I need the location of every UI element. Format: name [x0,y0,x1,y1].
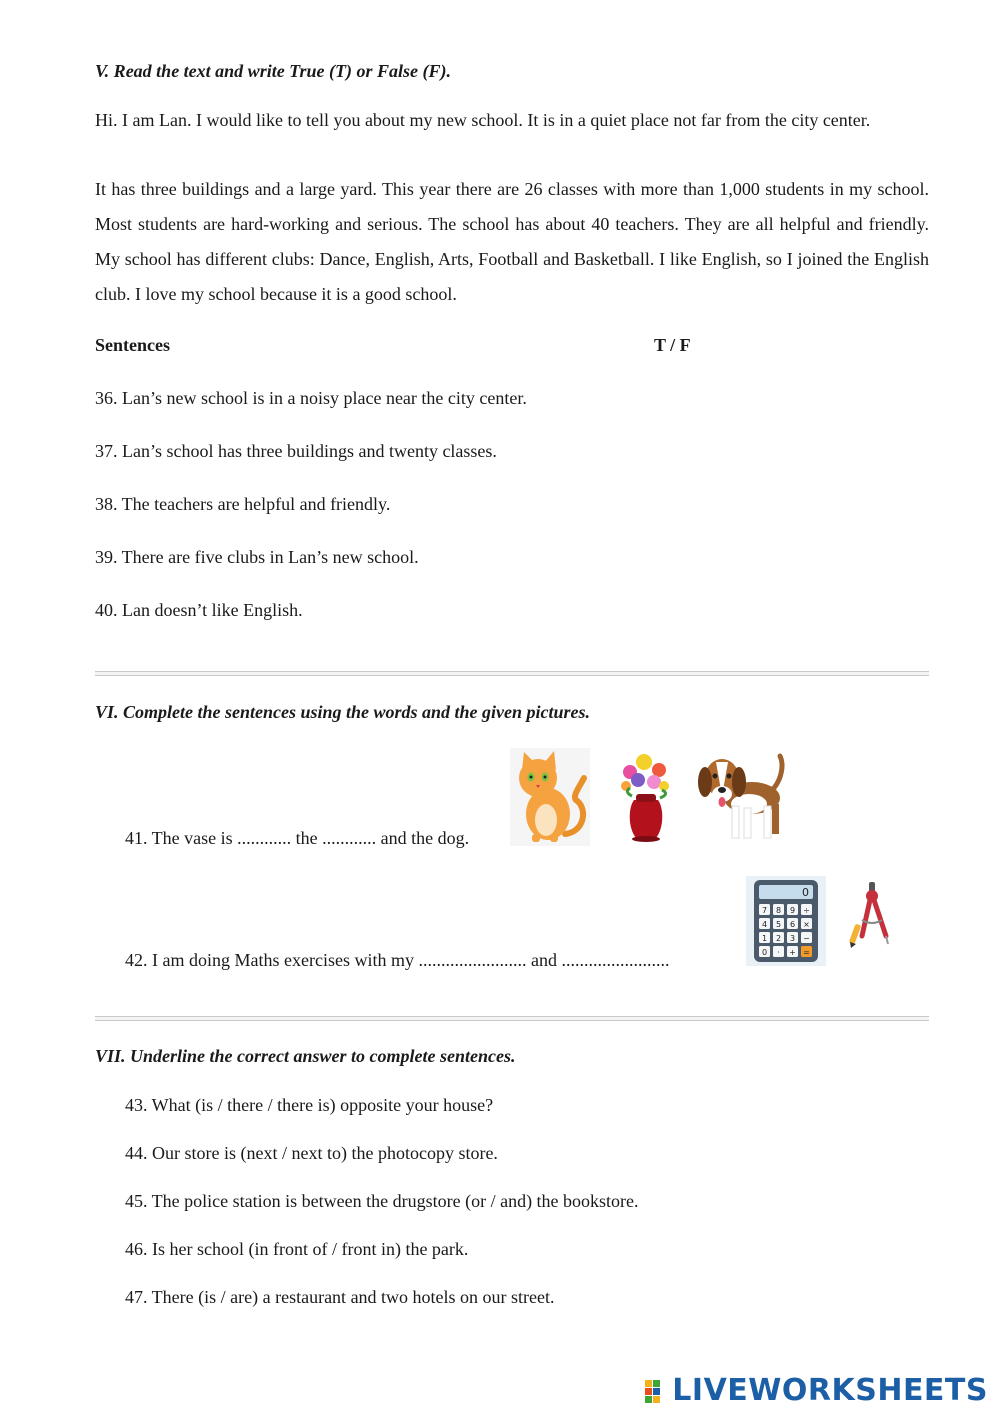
question-37: 37. Lan’s school has three buildings and twenty classes. [95,441,497,461]
calculator-display: 0 [802,886,809,899]
calc-key-label: · [777,948,780,957]
cat-icon [510,748,590,846]
calc-key-label: 9 [789,906,796,915]
calc-key-label: = [803,948,810,957]
question-46: 46. Is her school (in front of / front in) the park. [125,1239,469,1259]
calc-key-label: 5 [775,920,782,929]
question-47: 47. There (is / are) a restaurant and two hotels on our street. [125,1287,555,1307]
divider [95,671,929,676]
calc-key-label: 4 [761,920,768,929]
calc-key-label: 2 [775,934,782,943]
calculator-picture [746,876,826,966]
calc-key-label: × [803,920,810,929]
calc-key-label: 1 [761,934,768,943]
brand-name: LIVEWORKSHEETS [672,1373,988,1408]
question-43: 43. What (is / there / there is) opposite your house? [125,1095,494,1115]
question-45: 45. The police station is between the drugstore (or / and) the bookstore. [125,1191,639,1211]
calc-key-label: 3 [789,934,796,943]
question-44: 44. Our store is (next / next to) the photocopy store. [125,1143,498,1163]
question-36: 36. Lan’s new school is in a noisy place near the city center. [95,388,527,408]
column-header-tf: T / F [654,335,691,355]
dog-picture [694,748,790,844]
dog-icon [694,748,790,844]
reading-paragraph-2: It has three buildings and a large yard. This year there are 26 classes with more than 1,000 students in my school. Most students are hard-working and serious. The school has about 40 teachers. They are all helpful and friendly. My school has different clubs: Dance, English, Arts, Football and Basketball. I like English, so I joined the English club. I love my school because it is a good school. [95,179,929,304]
calc-key-label: 6 [789,920,796,929]
calculator-icon [746,876,826,966]
question-38: 38. The teachers are helpful and friendly. [95,494,391,514]
calc-key-label: ÷ [803,906,810,915]
section-5-heading: V. Read the text and write True (T) or False (F). [95,61,452,81]
calc-key-label: 7 [761,906,768,915]
section-6-heading: VI. Complete the sentences using the words and the given pictures. [95,702,591,722]
calc-key-label: 0 [761,948,768,957]
compass-icon [840,880,902,950]
liveworksheets-logo[interactable] [645,1373,988,1408]
column-header-sentences: Sentences [95,335,170,355]
calc-key-label: − [803,934,810,943]
question-41: 41. The vase is ............ the ............ and the dog. [125,828,470,848]
flower-vase-icon [614,748,678,844]
cat-picture [510,748,590,846]
section-7-heading: VII. Underline the correct answer to complete sentences. [95,1046,516,1066]
flower-vase-picture [614,748,678,844]
reading-paragraph-1: Hi. I am Lan. I would like to tell you about my new school. It is in a quiet place not far from the city center. [95,110,871,130]
compass-picture [840,880,902,950]
question-39: 39. There are five clubs in Lan’s new school. [95,547,419,567]
calc-key-label: + [789,948,796,957]
question-40: 40. Lan doesn’t like English. [95,600,303,620]
divider [95,1016,929,1021]
question-42: 42. I am doing Maths exercises with my ........................ and ........................ [125,950,670,970]
calc-key-label: 8 [775,906,782,915]
logo-grid-icon [645,1378,669,1404]
